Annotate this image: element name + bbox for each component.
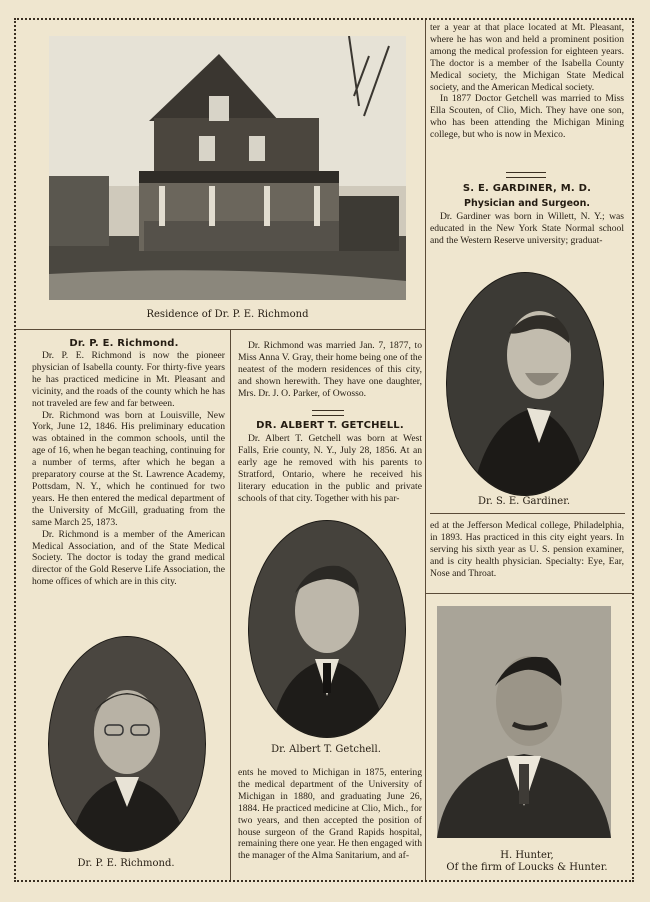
gardiner-paragraph: ed at the Jefferson Medical college, Philadelphia, in 1893. Has practiced in this city eight years. In serving his sixth year as U. S. pension examiner, and is city health physician. Specialty: Eye, Ear, Nose and Throat. [430,520,624,579]
gardiner-portrait [446,272,604,496]
ornament-divider [506,172,546,178]
getchell-paragraph: ter a year at that place located at Mt. Pleasant, where he has won and held a prominent position among the medical profession for eighteen years. The doctor is a member of the Isabella County Medical society, the Michigan State Medical society, and the American Medical society. [430,22,624,93]
getchell-text-continued [238,767,422,862]
column-rule-right [425,20,426,880]
getchell-paragraph: Dr. Albert T. Getchell was born at West Falls, Erie county, N. Y., July 28, 1856. At an early age he removed with his parents to Stratford, Ontario, where he received his literary education in the public and private schools of that city. Together with his par- [238,433,422,504]
getchell-paragraph: ents he moved to Michigan in 1875, entering the medical department of the University of Michigan in 1880, and graduating June 26, 1884. He practiced medicine at Clio, Mich., for two years, and then accepted the position of house surgeon of the Grand Rapids hospital, remaining there one year. He then engaged with the manager of the Alma Sanitarium, and af- [238,767,422,862]
getchell-caption: Dr. Albert T. Getchell. [271,744,381,755]
gardiner-caption: Dr. S. E. Gardiner. [477,496,571,507]
column-rule-left [230,330,231,880]
richmond-marriage-text [238,340,422,400]
richmond-paragraph: Dr. Richmond is a member of the American Medical Association, and of the State Medical Society. The doctor is today the grand medical director of the Gold Reserve Life Association, the home offices of which are in this city. [32,528,225,588]
hunter-caption-line1: H. Hunter, [500,850,554,861]
getchell-text-right [430,22,624,141]
richmond-marriage-paragraph: Dr. Richmond was married Jan. 7, 1877, to Miss Anna V. Gray, their home being one of the neatest of the modern residences of this city, and shown herewith. They have one daughter, Mrs. Dr. J. O. Parker, of Owosso. [238,340,422,399]
residence-photo [49,36,406,300]
ornament-divider [312,410,344,416]
getchell-text [238,433,422,504]
richmond-portrait [48,636,206,852]
richmond-caption: Dr. P. E. Richmond. [77,858,175,869]
hunter-caption-line2: Of the firm of Loucks & Hunter. [446,862,608,873]
rule-above-hunter [425,593,632,594]
getchell-portrait [248,520,406,738]
rule-under-residence [16,329,425,330]
gardiner-text [430,211,624,247]
getchell-paragraph: In 1877 Doctor Getchell was married to Miss Ella Scouten, of Clio, Mich. They have one son, who has been attending the Michigan Mining college, but who is now in Mexico. [430,93,624,141]
gardiner-text-continued [430,520,624,580]
richmond-paragraph: Dr. Richmond was born at Louisville, New York, June 12, 1846. His preliminary education was obtained in the common schools, until the age of 16, when he began teaching, continuing for a number of terms, after which he began a preparatory course at the St. Lawrence Academy, Pottsdam, N. Y., which he continued for two years. He then entered the medical department of the University of McGill, graduating from the same March 25, 1873. [32,409,225,528]
rule-under-gardiner [430,513,625,514]
richmond-paragraph: Dr. P. E. Richmond is now the pioneer physician of Isabella county. For thirty-five years he has practiced medicine in Mt. Pleasant and vicinity, and the roads of the county which he has not traveled are few and far between. [32,350,225,409]
gardiner-paragraph: Dr. Gardiner was born in Willett, N. Y.; was educated in the New York State Normal school and the Western Reserve university; graduat- [430,211,624,246]
richmond-heading: Dr. P. E. Richmond. [69,338,179,349]
getchell-heading: DR. ALBERT T. GETCHELL. [256,420,404,431]
richmond-text [32,350,225,588]
hunter-portrait [437,606,611,838]
gardiner-subheading: Physician and Surgeon. [464,198,590,209]
gardiner-heading: S. E. GARDINER, M. D. [462,183,592,194]
residence-caption: Residence of Dr. P. E. Richmond [146,309,309,320]
